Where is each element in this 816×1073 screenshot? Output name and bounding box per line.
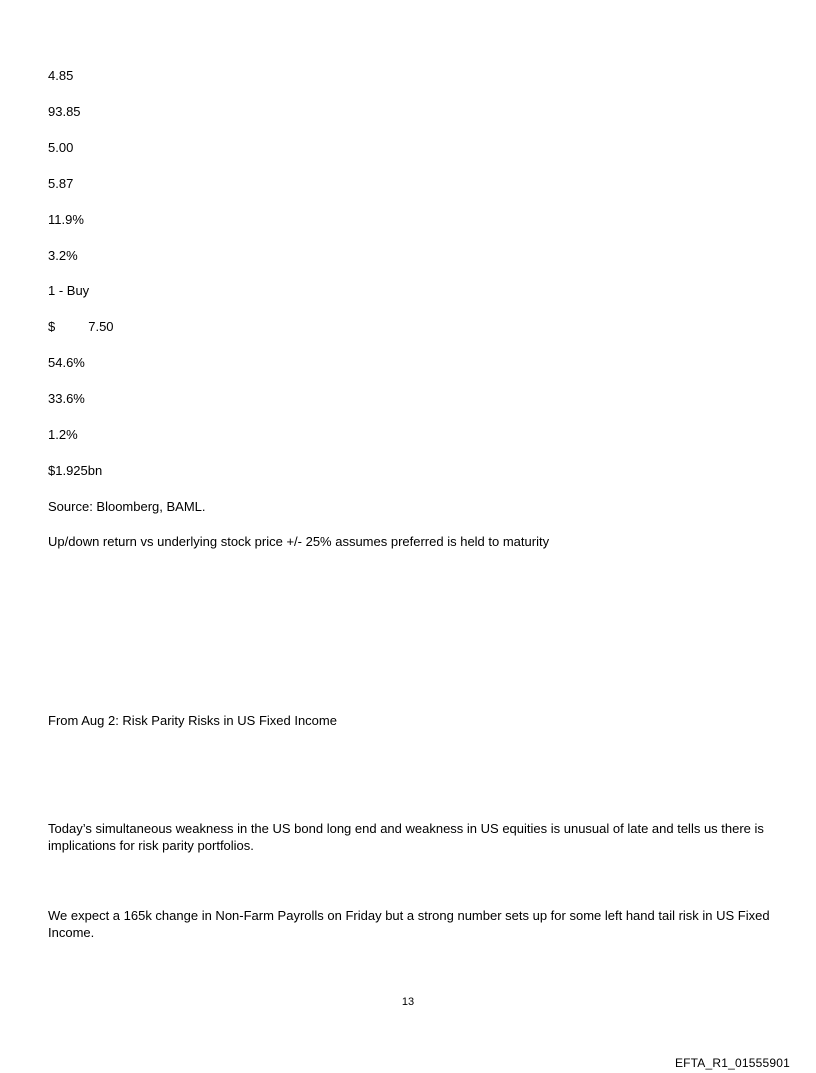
value-line: 11.9% (48, 212, 84, 227)
value-line: 1.2% (48, 427, 78, 442)
section-heading: From Aug 2: Risk Parity Risks in US Fixed Income (48, 713, 337, 728)
page-number: 13 (401, 996, 415, 1008)
source-note: Source: Bloomberg, BAML. (48, 499, 206, 514)
currency-symbol: $ (48, 319, 56, 334)
price-amount: 7.50 (88, 319, 114, 334)
value-line: 5.00 (48, 140, 74, 155)
paragraph: We expect a 165k change in Non-Farm Payrolls on Friday but a strong number sets up for some left hand tail risk in US Fixed Income. (48, 908, 770, 940)
price-line (48, 318, 114, 335)
rating-line: 1 - Buy (48, 283, 90, 298)
value-line: 93.85 (48, 104, 81, 119)
value-line: 3.2% (48, 248, 78, 263)
return-note: Up/down return vs underlying stock price +/- 25% assumes preferred is held to maturity (48, 534, 550, 549)
value-line: 4.85 (48, 68, 74, 83)
value-line: 54.6% (48, 355, 85, 370)
document-id: EFTA_R1_01555901 (674, 1056, 790, 1070)
paragraph: Today’s simultaneous weakness in the US bond long end and weakness in US equities is unusual of late and tells us there is implications for risk parity portfolios. (48, 821, 764, 853)
value-line: 5.87 (48, 176, 74, 191)
value-line: $1.925bn (48, 463, 103, 478)
value-line: 33.6% (48, 391, 85, 406)
